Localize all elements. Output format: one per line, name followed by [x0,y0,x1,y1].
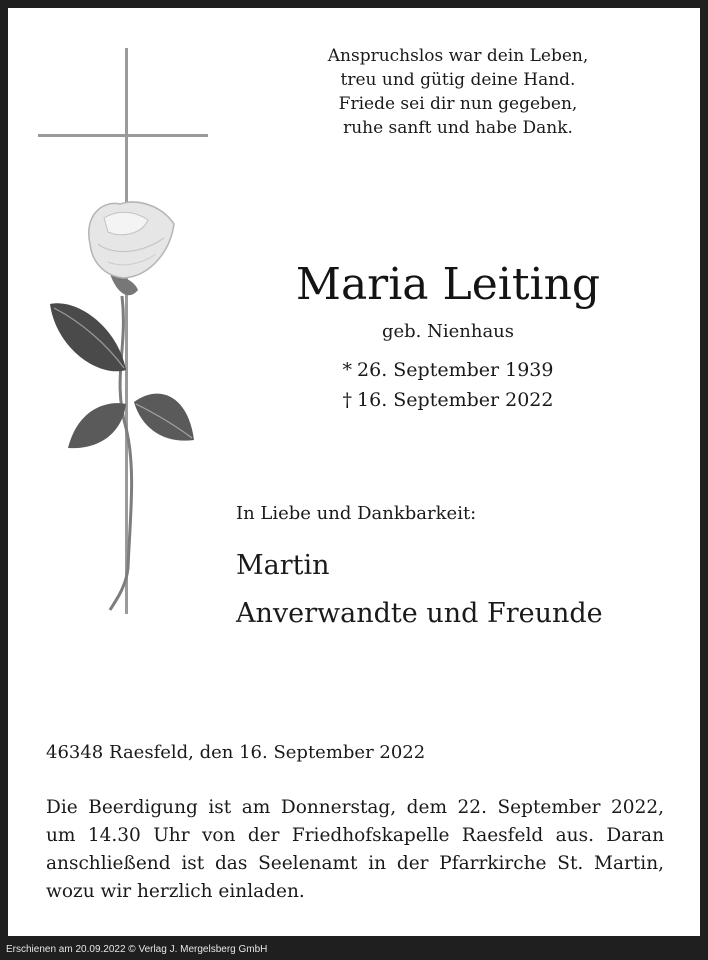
death-date: 16. September 2022 [357,389,554,411]
funeral-notice-line: wozu wir herzlich einladen. [46,881,305,902]
funeral-notice-line: um 14.30 Uhr von der Friedhofskapelle Raesfeld aus. Daran [46,825,664,846]
birth-symbol: * [342,359,353,381]
rose-leaf-left [50,303,126,371]
poem [268,44,648,140]
thanks-line: In Liebe und Dankbarkeit: [236,503,477,524]
death-date-line [258,385,638,415]
rose-leaf-lower [68,403,126,448]
birth-date: 26. September 1939 [357,359,554,381]
mourner-name: Martin [236,550,330,581]
life-dates [258,355,638,415]
poem-line: Anspruchslos war dein Leben, [327,46,589,66]
mourner-name: Anverwandte und Freunde [236,598,603,629]
place-and-date: 46348 Raesfeld, den 16. September 2022 [46,742,426,763]
death-cross-symbol: † [342,389,353,411]
funeral-notice-line: anschließend ist das Seelenamt in der Pfarrkirche St. Martin, [46,853,664,874]
funeral-notice [46,794,664,906]
obituary-card [8,8,700,936]
rose-bloom-icon [89,202,174,278]
poem-line: treu und gütig deine Hand. [340,70,576,90]
mourners-list [236,542,603,638]
cross-and-rose-illustration [38,48,228,628]
poem-line: Friede sei dir nun gegeben, [338,94,578,114]
funeral-notice-line: Die Beerdigung ist am Donnerstag, dem 22. September 2022, [46,797,664,818]
deceased-name: Maria Leiting [295,259,601,310]
poem-line: ruhe sanft und habe Dank. [343,118,573,138]
publication-footer: Erschienen am 20.09.2022 © Verlag J. Mergelsberg GmbH [6,944,268,955]
maiden-name: geb. Nienhaus [381,321,515,342]
birth-date-line [258,355,638,385]
